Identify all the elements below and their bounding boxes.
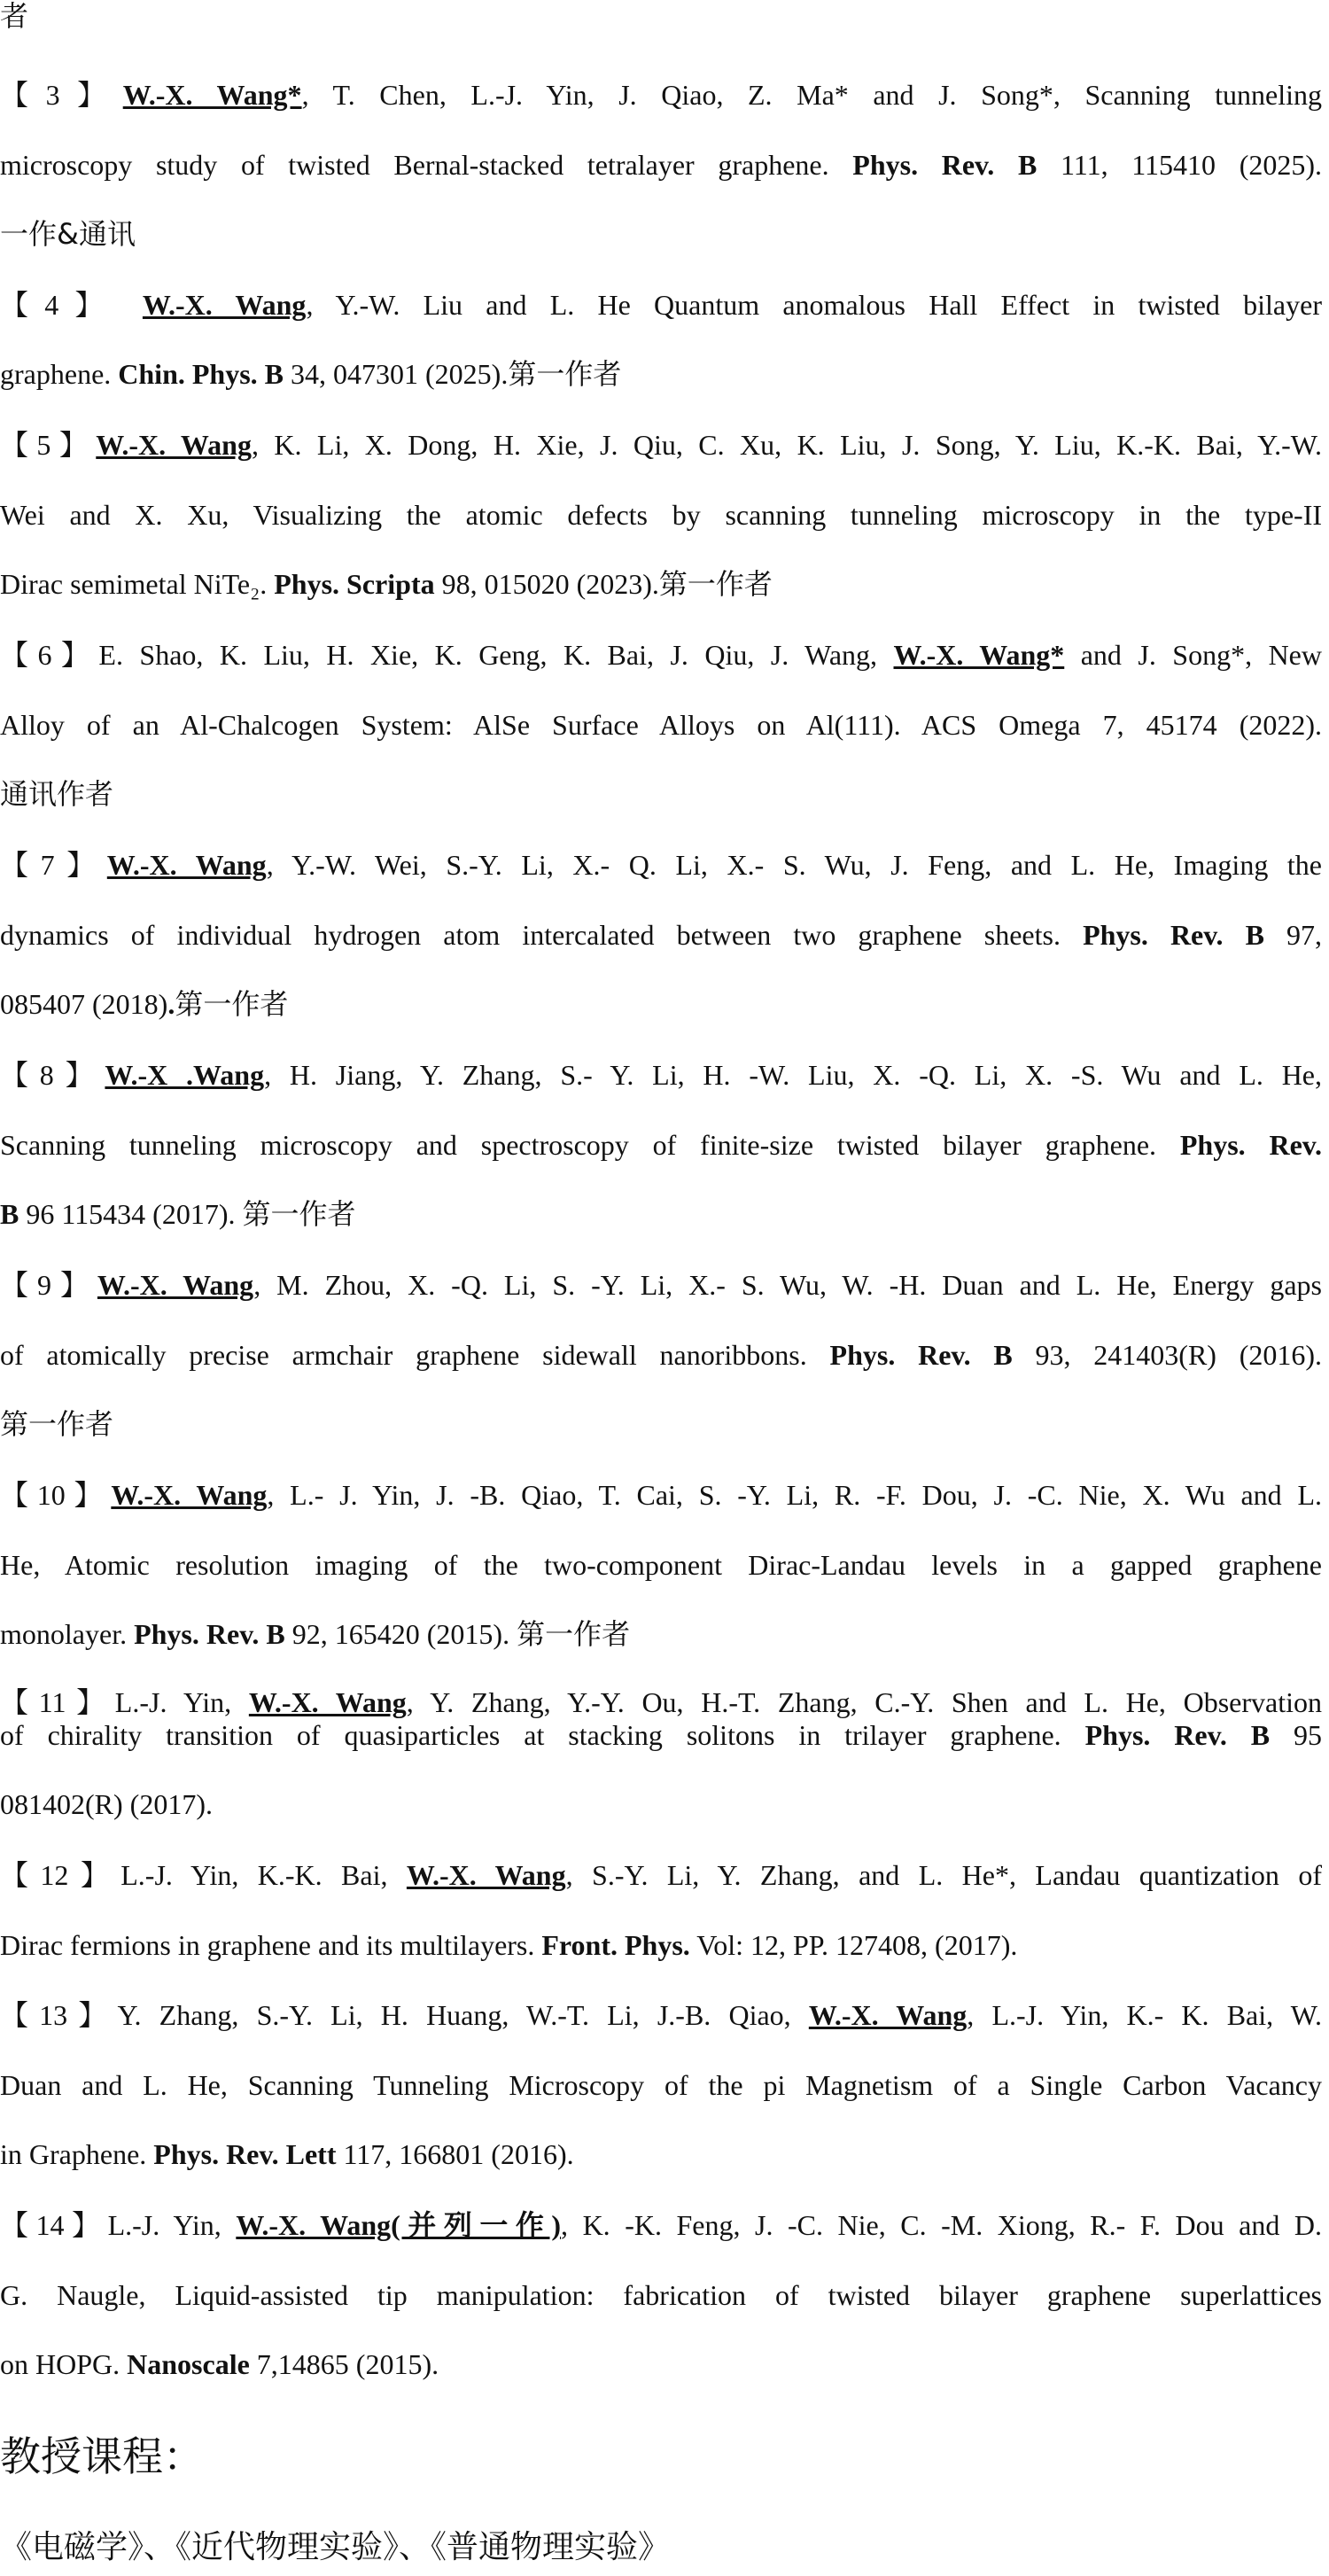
author-highlight: W.-X. Wang* — [893, 639, 1065, 671]
text-segment: 第一作者 — [658, 567, 773, 601]
text-segment: 【8】 — [0, 1059, 105, 1091]
reference-4-line-1 — [0, 287, 1322, 323]
text-segment: , T. Chen, L.-J. Yin, J. Qiao, Z. Ma* and J. Song*, Scanning tunneling — [301, 79, 1323, 111]
author-highlight: W.-X .Wang — [105, 1059, 265, 1091]
text-segment: 者 — [0, 0, 29, 33]
text-segment: dynamics of individual hydrogen atom intercalated between two graphene sheets. — [0, 919, 1084, 951]
reference-5-line-3 — [0, 566, 1322, 602]
text-segment: , H. Jiang, Y. Zhang, S.- Y. Li, H. -W. Liu, X. -Q. Li, X. -S. Wu and L. He, — [264, 1059, 1323, 1091]
text-segment: Phys. Rev. B — [1084, 1719, 1271, 1751]
text-segment: , Y.-W. Wei, S.-Y. Li, X.- Q. Li, X.- S. Wu, J. Feng, and L. He, Imaging the — [266, 849, 1323, 881]
text-segment: Nanoscale — [127, 2348, 250, 2380]
author-highlight: W.-X. Wang — [248, 1686, 407, 1718]
text-segment: 【12】L.-J. Yin, K.-K. Bai, — [0, 1859, 407, 1891]
text-segment: . — [167, 988, 175, 1020]
text-segment: Scanning tunneling microscopy and spectroscopy of finite-size twisted bilayer graphene. — [0, 1129, 1180, 1161]
text-segment: 【6】E. Shao, K. Liu, H. Xie, K. Geng, K. Bai, J. Qiu, J. Wang, — [0, 639, 894, 671]
text-segment: 96 115434 (2017). — [19, 1198, 243, 1230]
text-segment: , L.-J. Yin, K.- K. Bai, W. — [967, 1999, 1322, 2031]
author-highlight: W.-X. Wang — [808, 1999, 968, 2031]
text-segment: 【11】L.-J. Yin, — [0, 1686, 249, 1718]
text-segment: 34, 047301 (2025). — [284, 358, 509, 390]
text-segment: , Y. Zhang, Y.-Y. Ou, H.-T. Zhang, C.-Y. Shen and L. He, Observation — [406, 1686, 1322, 1718]
reference-4-line-2 — [0, 356, 1322, 392]
reference-11-line-2 — [0, 1717, 1322, 1753]
reference-6-line-1 — [0, 637, 1322, 673]
reference-9-line-2 — [0, 1337, 1322, 1373]
text-segment: , K. Li, X. Dong, H. Xie, J. Qiu, C. Xu, K. Liu, J. Song, Y. Liu, K.-K. Bai, Y.-W. — [251, 429, 1322, 461]
reference-8-line-2 — [0, 1127, 1322, 1163]
reference-7-line-1 — [0, 847, 1322, 883]
text-segment: Chin. Phys. B — [118, 358, 284, 390]
text-segment: 第一作者 — [242, 1197, 356, 1231]
reference-3-line-1 — [0, 77, 1322, 113]
text-segment: Dirac fermions in graphene and its multilayers. — [0, 1929, 542, 1961]
text-segment: 【5】 — [0, 429, 97, 461]
text-segment: , K. -K. Feng, J. -C. Nie, C. -M. Xiong, R.- F. Dou and D. — [561, 2209, 1322, 2241]
text-segment: Alloy of an Al-Chalcogen System: AlSe Surface Alloys on Al(111). ACS Omega 7, 45174 (2022). — [0, 709, 1322, 741]
text-segment: 通讯作者 — [0, 777, 114, 811]
text-segment: 第一作者 — [0, 1407, 114, 1441]
reference-8-line-3 — [0, 1196, 1322, 1232]
text-segment: Phys. Rev. Lett — [153, 2138, 337, 2170]
author-highlight: W.-X. Wang — [142, 289, 307, 321]
text-segment: 92, 165420 (2015). — [284, 1618, 517, 1650]
reference-6-line-2 — [0, 707, 1322, 743]
text-segment: and J. Song*, New — [1064, 639, 1322, 671]
text-segment: 【14】L.-J. Yin, — [0, 2209, 237, 2241]
text-segment: Dirac semimetal NiTe₂. — [0, 568, 275, 600]
text-segment: 117, 166801 (2016). — [336, 2138, 574, 2170]
reference-9-line-3 — [0, 1406, 1322, 1442]
reference-13-line-2 — [0, 2067, 1322, 2103]
author-highlight: W.-X. Wang — [97, 1269, 254, 1301]
reference-13-line-1 — [0, 1997, 1322, 2033]
text-segment: 081402(R) (2017). — [0, 1788, 213, 1820]
section-heading: 教授课程： — [0, 2432, 204, 2480]
reference-7-line-2 — [0, 917, 1322, 953]
reference-11-line-1 — [0, 1685, 1322, 1720]
reference-3-line-3 — [0, 216, 1322, 252]
reference-12-line-1 — [0, 1857, 1322, 1893]
text-segment: 【3】 — [0, 79, 123, 111]
reference-13-line-3 — [0, 2136, 1322, 2172]
text-segment: , M. Zhou, X. -Q. Li, S. -Y. Li, X.- S. Wu, W. -H. Duan and L. He, Energy gaps — [253, 1269, 1323, 1301]
author-highlight: W.-X. Wang(并列一作) — [236, 2209, 562, 2241]
text-segment: , Y.-W. Liu and L. He Quantum anomalous Hall Effect in twisted bilayer — [306, 289, 1322, 321]
text-segment: Phys. Rev. — [1179, 1129, 1323, 1161]
reference-11-line-3 — [0, 1786, 1322, 1822]
reference-10-line-3 — [0, 1616, 1322, 1652]
text-segment: 一作&通讯 — [0, 217, 136, 251]
text-segment: of atomically precise armchair graphene sidewall nanoribbons. — [0, 1339, 830, 1371]
reference-12-line-2 — [0, 1927, 1322, 1963]
reference-3-line-2 — [0, 147, 1322, 183]
text-segment: in Graphene. — [0, 2138, 154, 2170]
text-segment: Phys. Rev. B — [829, 1339, 1013, 1371]
text-segment: Phys. Scripta — [274, 568, 435, 600]
text-segment: 第一作者 — [517, 1617, 631, 1651]
text-segment: Phys. Rev. B — [852, 149, 1038, 181]
author-highlight: W.-X. Wang — [111, 1479, 268, 1511]
text-segment: 95 — [1270, 1719, 1323, 1751]
text-segment: Phys. Rev. B — [134, 1618, 285, 1650]
text-segment: 97, — [1263, 919, 1323, 951]
reference-7-line-3 — [0, 986, 1322, 1022]
text-segment: 第一作者 — [508, 357, 622, 391]
text-segment: 93, 241403(R) (2016). — [1012, 1339, 1323, 1371]
text-segment: monolayer. — [0, 1618, 135, 1650]
author-highlight: W.-X. Wang — [406, 1859, 566, 1891]
text-segment: on HOPG. — [0, 2348, 128, 2380]
text-segment: , L.- J. Yin, J. -B. Qiao, T. Cai, S. -Y. Li, R. -F. Dou, J. -C. Nie, X. Wu and L. — [267, 1479, 1323, 1511]
reference-14-line-2 — [0, 2277, 1322, 2313]
text-segment: graphene. — [0, 358, 119, 390]
text-segment: He, Atomic resolution imaging of the two-component Dirac-Landau levels in a gapped graphene — [0, 1549, 1322, 1581]
text-segment: , S.-Y. Li, Y. Zhang, and L. He*, Landau quantization of — [565, 1859, 1322, 1891]
text-segment: 【10】 — [0, 1479, 112, 1511]
text-segment: 7,14865 (2015). — [249, 2348, 439, 2380]
text-segment: 【13】Y. Zhang, S.-Y. Li, H. Huang, W.-T. Li, J.-B. Qiao, — [0, 1999, 809, 2031]
text-segment: G. Naugle, Liquid-assisted tip manipulation: fabrication of twisted bilayer graphene superlattices — [0, 2279, 1322, 2311]
reference-10-line-2 — [0, 1547, 1322, 1583]
text-segment: Front. Phys. — [541, 1929, 690, 1961]
text-segment: 【9】 — [0, 1269, 97, 1301]
text-segment: 085407 (2018) — [0, 988, 168, 1020]
author-highlight: W.-X. Wang — [106, 849, 267, 881]
text-segment: microscopy study of twisted Bernal-stacked tetralayer graphene. — [0, 149, 853, 181]
author-highlight: W.-X. Wang* — [122, 79, 302, 111]
text-segment: B — [0, 1198, 19, 1230]
reference-5-line-1 — [0, 427, 1322, 463]
reference-5-line-2 — [0, 497, 1322, 533]
text-segment: 第一作者 — [175, 987, 289, 1021]
author-highlight: W.-X. Wang — [96, 429, 252, 461]
text-segment: Wei and X. Xu, Visualizing the atomic defects by scanning tunneling microscopy in the type-II — [0, 499, 1322, 531]
reference-9-line-1 — [0, 1267, 1322, 1303]
course-list: 《电磁学》、《近代物理实验》、《普通物理实验》 — [0, 2529, 671, 2565]
reference-14-line-3 — [0, 2346, 1322, 2382]
text-segment: Duan and L. He, Scanning Tunneling Microscopy of the pi Magnetism of a Single Carbon Vacancy — [0, 2069, 1322, 2101]
reference-8-line-1 — [0, 1057, 1322, 1093]
text-segment: 【7】 — [0, 849, 107, 881]
text-segment: Phys. Rev. B — [1083, 919, 1264, 951]
text-segment: of chirality transition of quasiparticles at stacking solitons in trilayer graphene. — [0, 1719, 1085, 1751]
text-segment: 【4】 — [0, 289, 143, 321]
text-segment: Vol: 12, PP. 127408, (2017). — [689, 1929, 1018, 1961]
reference-6-line-3 — [0, 776, 1322, 812]
reference-14-line-1 — [0, 2207, 1322, 2243]
text-segment: 98, 015020 (2023). — [434, 568, 659, 600]
reference-10-line-1 — [0, 1477, 1322, 1513]
text-segment: 111, 115410 (2025). — [1037, 149, 1323, 181]
text-line — [0, 0, 1322, 34]
